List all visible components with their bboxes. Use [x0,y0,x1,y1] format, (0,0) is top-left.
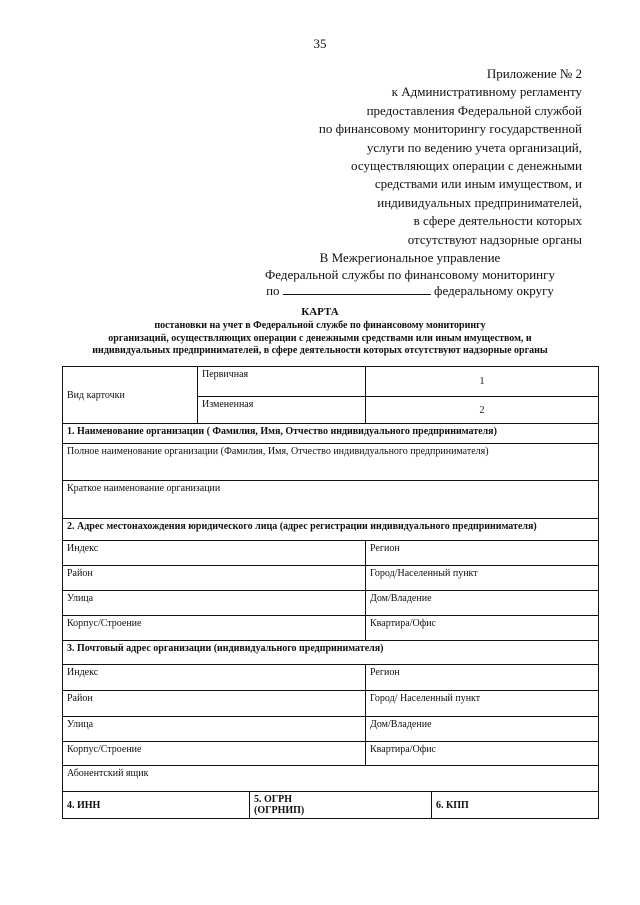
postal-region-field[interactable]: Регион [366,665,599,691]
ogrn-field[interactable] [250,792,432,819]
addressee-line: Федеральной службы по финансовому мониторингу [265,266,555,282]
legal-district-field[interactable]: Район [63,566,366,591]
legal-house-field[interactable]: Дом/Владение [366,591,599,616]
card-title: КАРТА [301,306,339,318]
section-2-title: 2. Адрес местонахождения юридического лица (адрес регистрации индивидуального предпринимателя) [63,519,599,541]
appendix-line: средствами или иным имуществом, и [374,176,582,192]
appendix-line: предоставления Федеральной службой [366,102,582,118]
legal-city-field[interactable]: Город/Населенный пункт [366,566,599,591]
legal-building-field[interactable]: Корпус/Строение [63,616,366,641]
postal-street-field[interactable]: Улица [63,717,366,742]
addressee-district-line [230,283,590,300]
short-name-field[interactable]: Краткое наименование организации [63,481,599,519]
postal-city-field[interactable]: Город/ Населенный пункт [366,691,599,717]
inn-field[interactable]: 4. ИНН [63,792,250,819]
section-3-title: 3. Почтовый адрес организации (индивидуального предпринимателя) [63,641,599,665]
card-subtitle-line: индивидуальных предпринимателей, в сфере деятельности которых отсутствуют надзорные органы [92,345,548,356]
appendix-line: отсутствуют надзорные органы [407,231,582,247]
card-subtitle [60,320,580,358]
appendix-line: услуги по ведению учета организаций, [366,139,582,155]
card-subtitle-line: организаций, осуществляющих операции с денежными средствами или иным имуществом, и [108,332,532,344]
po-box-field[interactable]: Абонентский ящик [63,766,599,792]
postal-apartment-field[interactable]: Квартира/Офис [366,742,599,766]
legal-street-field[interactable]: Улица [63,591,366,616]
kpp-field[interactable]: 6. КПП [432,792,599,819]
postal-district-field[interactable]: Район [63,691,366,717]
addressee-suffix: федеральному округу [434,283,554,298]
addressee-block [230,250,590,300]
legal-apartment-field[interactable]: Квартира/Офис [366,616,599,641]
section-1-title: 1. Наименование организации ( Фамилия, Имя, Отчество индивидуального предпринимателя) [63,424,599,444]
postal-index-field[interactable]: Индекс [63,665,366,691]
district-blank-field[interactable] [283,283,431,295]
addressee-line: В Межрегиональное управление [319,250,501,265]
appendix-line: в сфере деятельности которых [413,213,582,229]
changed-code[interactable]: 2 [366,397,599,424]
primary-code[interactable]: 1 [366,367,599,397]
full-name-field[interactable]: Полное наименование организации (Фамилия, Имя, Отчество индивидуального предпринимателя) [63,444,599,481]
changed-label: Измененная [198,397,366,424]
appendix-line: Приложение № 2 [486,66,582,81]
postal-building-field[interactable]: Корпус/Строение [63,742,366,766]
appendix-line: к Административному регламенту [391,84,582,100]
card-type-label: Вид карточки [63,367,198,424]
appendix-line: осуществляющих операции с денежными [351,158,582,174]
appendix-line: индивидуальных предпринимателей, [377,194,582,210]
ogrnip-label: (ОГРНИП) [254,805,305,816]
registration-form-table [62,366,599,819]
postal-house-field[interactable]: Дом/Владение [366,717,599,742]
ogrn-label: 5. ОГРН [254,794,293,805]
legal-index-field[interactable]: Индекс [63,541,366,566]
card-subtitle-line: постановки на учет в Федеральной службе по финансовому мониторингу [154,320,486,331]
legal-region-field[interactable]: Регион [366,541,599,566]
appendix-block [222,65,582,249]
addressee-prefix: по [266,283,280,298]
primary-label: Первичная [198,367,366,397]
page-number: 35 [313,36,327,51]
appendix-line: по финансовому мониторингу государственной [318,121,582,137]
